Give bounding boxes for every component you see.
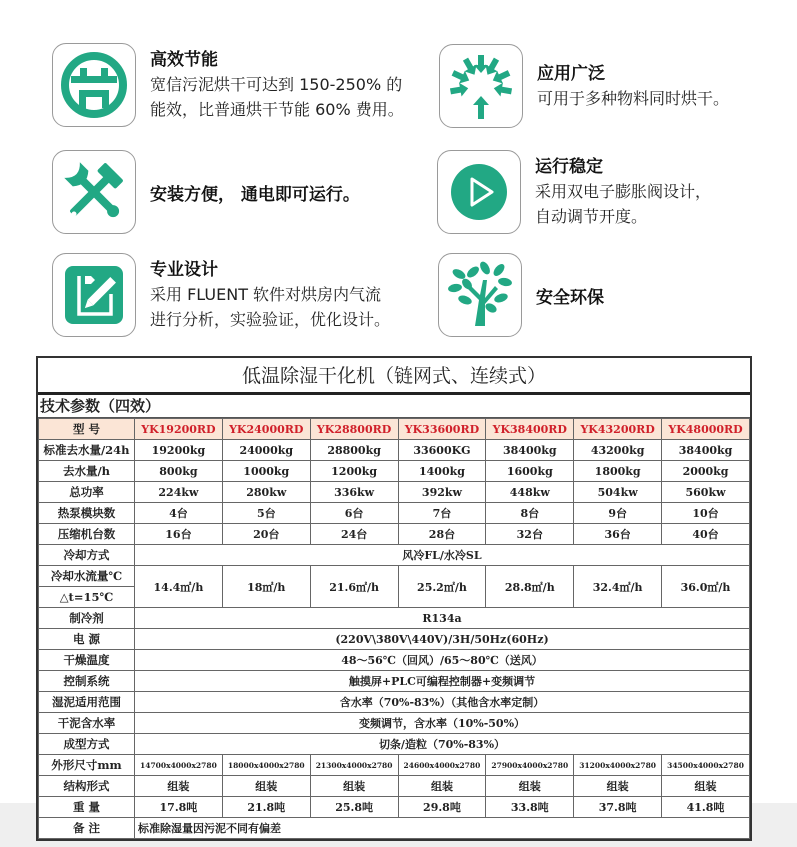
table-row [39, 734, 750, 755]
table-cell: 24台 [310, 524, 398, 545]
table-cell: 280kw [222, 482, 310, 503]
spec-subtitle: 技术参数（四效） [38, 395, 750, 418]
table-header-row [39, 419, 750, 440]
table-cell: 33600KG [398, 440, 486, 461]
table-cell: 6台 [310, 503, 398, 524]
table-cell: 33.8吨 [486, 797, 574, 818]
table-cell-merged: (220V\380V\440V)/3H/50Hz(60Hz) [135, 629, 750, 650]
row-label: 标准去水量/24h [39, 440, 135, 461]
table-row [39, 797, 750, 818]
table-cell: 1200kg [310, 461, 398, 482]
model-cell: YK43200RD [574, 419, 662, 440]
table-cell-merged: 变频调节，含水率（10%-50%） [135, 713, 750, 734]
table-cell-merged: 触摸屏+PLC可编程控制器+变频调节 [135, 671, 750, 692]
table-cell: 4台 [135, 503, 223, 524]
table-cell: 38400kg [486, 440, 574, 461]
table-cell: 16台 [135, 524, 223, 545]
table-cell: 7台 [398, 503, 486, 524]
table-cell: 组装 [222, 776, 310, 797]
feature-wide-application [439, 44, 729, 128]
table-cell: 36台 [574, 524, 662, 545]
tree-icon [438, 253, 522, 337]
model-cell: YK24000RD [222, 419, 310, 440]
table-cell: 24600x4000x2780 [398, 755, 486, 776]
feature-title: 应用广泛 [537, 63, 605, 84]
table-cell: 32.4㎡/h [574, 566, 662, 608]
table-cell: 14700x4000x2780 [135, 755, 223, 776]
table-cell: 17.8吨 [135, 797, 223, 818]
row-label: 控制系统 [39, 671, 135, 692]
table-row [39, 713, 750, 734]
table-cell: 25.2㎡/h [398, 566, 486, 608]
table-cell: 43200kg [574, 440, 662, 461]
table-cell: 28800kg [310, 440, 398, 461]
table-cell: 392kw [398, 482, 486, 503]
table-row [39, 503, 750, 524]
table-cell: 组装 [310, 776, 398, 797]
feature-desc-line: 自动调节开度。 [535, 207, 648, 226]
table-cell: 24000kg [222, 440, 310, 461]
row-label: 总功率 [39, 482, 135, 503]
table-cell-merged: 48～56℃（回风）/65～80℃（送风） [135, 650, 750, 671]
table-row [39, 671, 750, 692]
row-label: 热泵模块数 [39, 503, 135, 524]
feature-desc-line: 宽信污泥烘干可达到 150-250% 的 [150, 75, 403, 94]
row-label: 重 量 [39, 797, 135, 818]
table-cell: 8台 [486, 503, 574, 524]
table-cell-merged: 含水率（70%-83%）（其他含水率定制） [135, 692, 750, 713]
table-cell: 1000kg [222, 461, 310, 482]
table-cell: 28.8㎡/h [486, 566, 574, 608]
table-cell: 14.4㎡/h [135, 566, 223, 608]
play-icon [437, 150, 521, 234]
table-row [39, 692, 750, 713]
feature-title: 高效节能 [150, 50, 218, 70]
table-cell: 组装 [574, 776, 662, 797]
table-cell-merged: R134a [135, 608, 750, 629]
row-label: 压缩机台数 [39, 524, 135, 545]
table-cell: 41.8吨 [662, 797, 750, 818]
table-row [39, 545, 750, 566]
feature-title: 运行稳定 [535, 157, 603, 177]
feature-professional-design [52, 253, 390, 337]
table-cell-merged: 切条/造粒（70%-83%） [135, 734, 750, 755]
row-label: 干燥温度 [39, 650, 135, 671]
table-cell: 28台 [398, 524, 486, 545]
table-row [39, 629, 750, 650]
table-cell-merged: 风冷FL/水冷SL [135, 545, 750, 566]
table-cell: 21.6㎡/h [310, 566, 398, 608]
table-row [39, 461, 750, 482]
table-cell: 560kw [662, 482, 750, 503]
table-cell: 2000kg [662, 461, 750, 482]
table-row [39, 440, 750, 461]
row-label: 外形尺寸mm [39, 755, 135, 776]
model-cell: YK38400RD [486, 419, 574, 440]
row-label: 电 源 [39, 629, 135, 650]
feature-title: 专业设计 [150, 260, 218, 280]
row-label: 湿泥适用范围 [39, 692, 135, 713]
model-cell: YK28800RD [310, 419, 398, 440]
table-cell: 29.8吨 [398, 797, 486, 818]
spec-title: 低温除湿干化机（链网式、连续式） [38, 358, 750, 395]
row-label: 冷却水流量℃ [39, 566, 135, 587]
table-cell: 组装 [662, 776, 750, 797]
tools-icon [52, 150, 136, 234]
table-row [39, 818, 750, 839]
table-cell: 336kw [310, 482, 398, 503]
feature-desc-line: 采用双电子膨胀阀设计， [535, 182, 712, 201]
model-cell: YK33600RD [398, 419, 486, 440]
table-row [39, 776, 750, 797]
row-label: 成型方式 [39, 734, 135, 755]
table-row [39, 482, 750, 503]
table-cell: 5台 [222, 503, 310, 524]
feature-desc-line: 安全环保 [536, 287, 604, 308]
model-cell: YK48000RD [662, 419, 750, 440]
table-cell: 27900x4000x2780 [486, 755, 574, 776]
feature-desc-line: 能效，比普通烘干节能 60% 费用。 [150, 100, 404, 119]
energy-saving-icon [52, 43, 136, 127]
row-label: 冷却方式 [39, 545, 135, 566]
table-cell: 19200kg [135, 440, 223, 461]
table-cell: 9台 [574, 503, 662, 524]
table-row [39, 755, 750, 776]
table-cell: 448kw [486, 482, 574, 503]
spec-table [38, 418, 750, 839]
table-row [39, 524, 750, 545]
table-row [39, 650, 750, 671]
table-cell: 20台 [222, 524, 310, 545]
table-cell: 32台 [486, 524, 574, 545]
table-row [39, 608, 750, 629]
row-label: 结构形式 [39, 776, 135, 797]
row-label: 干泥含水率 [39, 713, 135, 734]
row-label: 型 号 [39, 419, 135, 440]
table-cell: 1800kg [574, 461, 662, 482]
row-label: 制冷剂 [39, 608, 135, 629]
model-cell: YK19200RD [135, 419, 223, 440]
table-cell: 18㎡/h [222, 566, 310, 608]
feature-desc-line: 进行分析，实验验证，优化设计。 [150, 310, 391, 329]
row-label: 去水量/h [39, 461, 135, 482]
feature-energy-saving [52, 43, 404, 127]
table-cell: 18000x4000x2780 [222, 755, 310, 776]
table-cell: 10台 [662, 503, 750, 524]
table-cell: 21300x4000x2780 [310, 755, 398, 776]
feature-desc-line: 采用 FLUENT 软件对烘房内气流 [150, 285, 382, 304]
table-cell: 组装 [398, 776, 486, 797]
table-cell: 21.8吨 [222, 797, 310, 818]
table-cell: 1400kg [398, 461, 486, 482]
converging-arrows-icon [439, 44, 523, 128]
feature-desc-line: 可用于多种物料同时烘干。 [537, 88, 730, 108]
table-cell-merged: 标准除湿量因污泥不同有偏差 [135, 818, 750, 839]
table-cell: 224kw [135, 482, 223, 503]
table-cell: 800kg [135, 461, 223, 482]
row-label: △t=15℃ [39, 587, 135, 608]
table-cell: 504kw [574, 482, 662, 503]
feature-stable-operation [437, 150, 711, 234]
table-cell: 40台 [662, 524, 750, 545]
table-cell: 38400kg [662, 440, 750, 461]
table-cell: 37.8吨 [574, 797, 662, 818]
row-label: 备 注 [39, 818, 135, 839]
table-cell: 25.8吨 [310, 797, 398, 818]
table-cell: 36.0㎡/h [662, 566, 750, 608]
edit-document-icon [52, 253, 136, 337]
table-cell: 组装 [135, 776, 223, 797]
feature-desc-line: 安装方便， 通电即可运行。 [150, 184, 360, 205]
table-cell: 组装 [486, 776, 574, 797]
spec-sheet [36, 356, 752, 841]
table-cell: 31200x4000x2780 [574, 755, 662, 776]
table-cell: 34500x4000x2780 [662, 755, 750, 776]
feature-eco-safe [438, 253, 604, 337]
table-row [39, 566, 750, 587]
feature-easy-install [52, 150, 360, 234]
table-cell: 1600kg [486, 461, 574, 482]
